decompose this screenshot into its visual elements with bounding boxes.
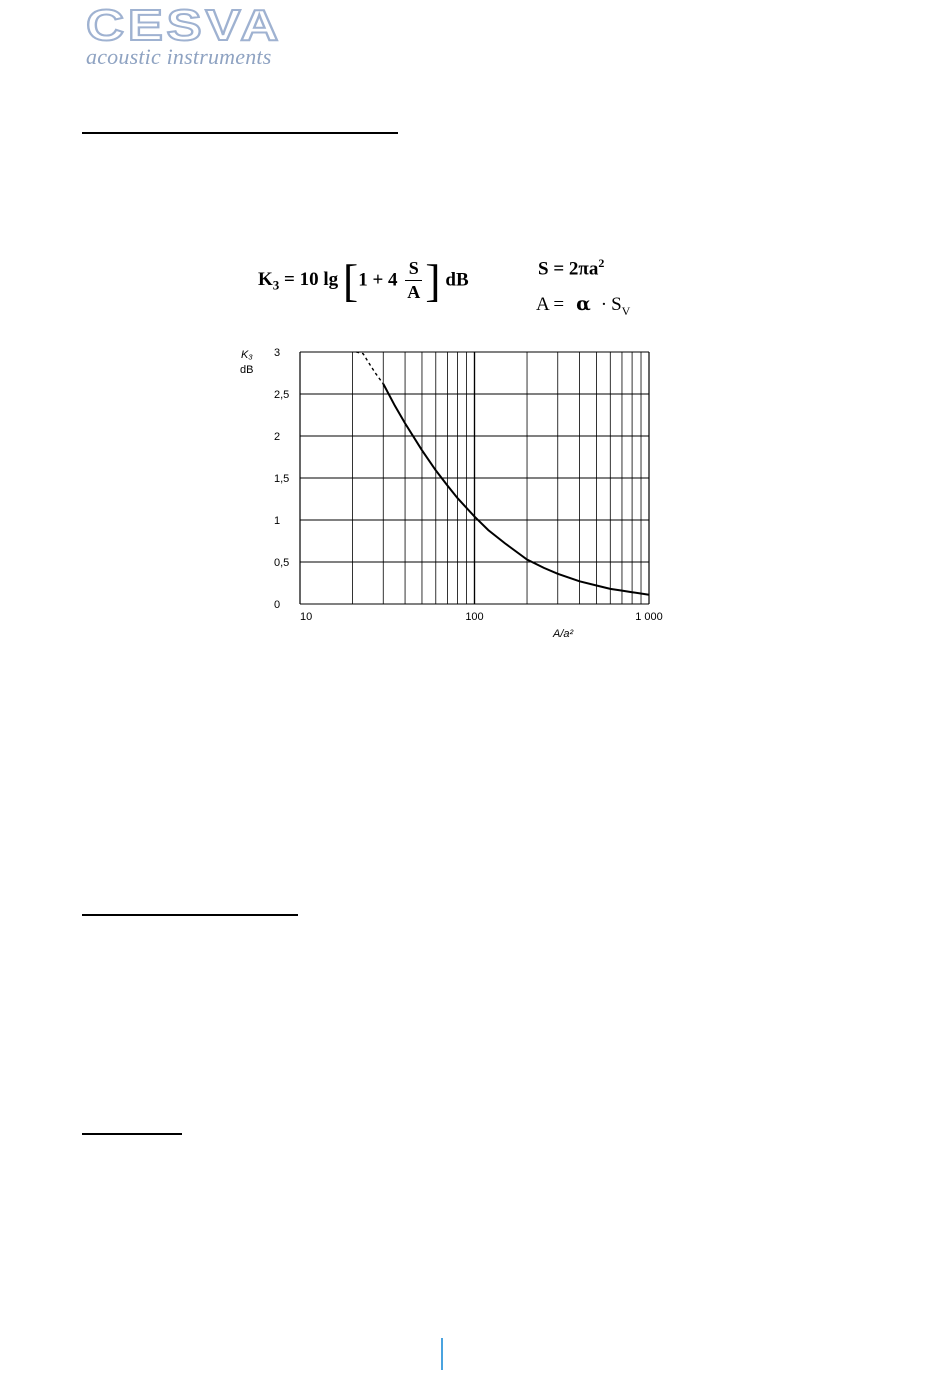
chart-series — [356, 352, 649, 595]
x-tick-label: 10 — [300, 611, 313, 623]
k3-formula — [258, 254, 469, 307]
s-equals: = 2πa — [548, 258, 599, 280]
k3-symbol: K — [258, 268, 273, 290]
y-tick-label: 2 — [274, 431, 281, 443]
y-tick-label: 2,5 — [274, 389, 290, 401]
fraction-denominator: A — [407, 282, 421, 302]
s-superscript: 2 — [598, 256, 605, 270]
y-tick-label: 1 — [274, 515, 281, 527]
x-axis-label: A/a² — [553, 628, 574, 640]
logo-wordmark: CESVA — [86, 2, 282, 46]
right-bracket: ] — [425, 255, 441, 306]
y-tick-label: 3 — [274, 347, 281, 359]
y-axis-unit: dB — [240, 364, 254, 376]
bracket-expression — [343, 254, 441, 307]
chart-grid — [300, 352, 649, 604]
k3-one: 1 — [358, 269, 368, 291]
k3-plus-four: + 4 — [367, 269, 398, 291]
y-tick-label: 0 — [274, 599, 281, 611]
a-equals: A = — [536, 294, 565, 315]
multiply-dot: · — [600, 294, 608, 315]
s-symbol: S — [538, 258, 549, 280]
chart-tick-labels — [274, 347, 663, 623]
y-tick-label: 1,5 — [274, 473, 290, 485]
x-tick-label: 100 — [465, 611, 484, 623]
k3-formula-block — [258, 240, 678, 330]
k3-equals-log: = 10 lg — [279, 268, 339, 290]
y-tick-label: 0,5 — [274, 557, 290, 569]
k3-correction-chart — [230, 340, 680, 650]
sv-subscript: V — [621, 303, 631, 318]
logo-tagline: acoustic instruments — [86, 44, 272, 69]
a-formula — [536, 293, 630, 319]
sv-symbol: S — [611, 294, 622, 315]
cesva-logo — [86, 2, 286, 46]
s-formula — [538, 256, 604, 280]
series-line-dashed — [356, 352, 383, 384]
series-line-k3 — [383, 384, 649, 595]
x-tick-label: 1 000 — [635, 611, 663, 623]
alpha-symbol: α — [576, 293, 591, 315]
y-axis-label: K₃ — [241, 349, 253, 361]
s-over-a-fraction — [405, 258, 422, 303]
fraction-numerator: S — [405, 258, 422, 281]
left-bracket: [ — [342, 255, 359, 306]
footer-page-marker — [441, 1338, 443, 1370]
section-heading-rule-1 — [82, 132, 398, 134]
section-heading-rule-3 — [82, 1133, 182, 1135]
k3-unit: dB — [445, 269, 469, 291]
k3-subscript: 3 — [272, 277, 280, 293]
section-heading-rule-2 — [82, 914, 298, 916]
